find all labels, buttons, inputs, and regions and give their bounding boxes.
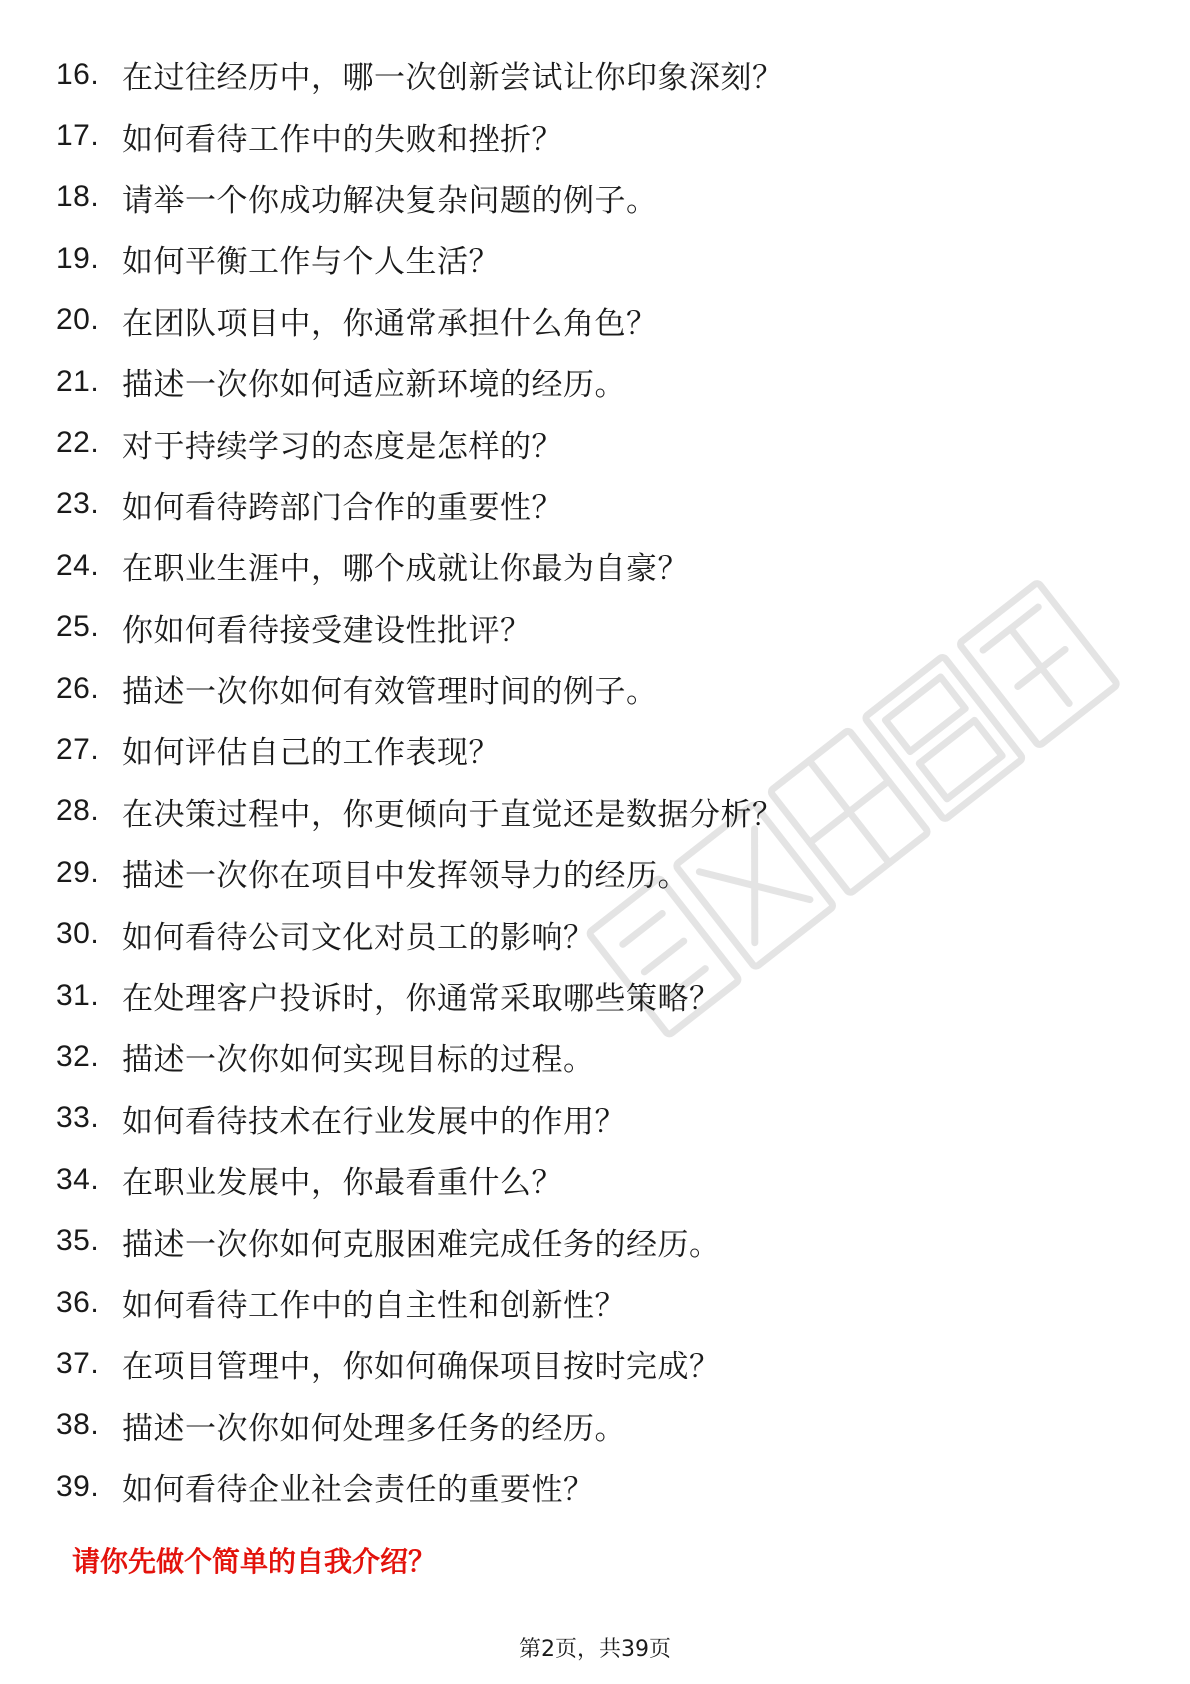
question-number: 23. bbox=[56, 487, 100, 521]
question-item bbox=[56, 1333, 784, 1394]
question-number: 30. bbox=[56, 917, 100, 951]
question-number: 22. bbox=[56, 426, 100, 460]
question-text: 描述一次你在项目中发挥领导力的经历。 bbox=[122, 858, 689, 895]
question-text: 你如何看待接受建设性批评？ bbox=[122, 612, 532, 649]
question-item bbox=[56, 351, 784, 412]
question-text: 在决策过程中，你更倾向于直觉还是数据分析？ bbox=[122, 796, 784, 833]
question-number: 25. bbox=[56, 610, 100, 644]
question-item bbox=[56, 412, 784, 473]
question-item bbox=[56, 1456, 784, 1517]
question-item bbox=[56, 1210, 784, 1271]
question-item bbox=[56, 474, 784, 535]
question-number: 21. bbox=[56, 364, 100, 398]
question-number: 26. bbox=[56, 671, 100, 705]
question-text: 在处理客户投诉时，你通常采取哪些策略？ bbox=[122, 981, 721, 1018]
question-number: 37. bbox=[56, 1346, 100, 1380]
question-number: 20. bbox=[56, 303, 100, 337]
question-item bbox=[56, 1149, 784, 1210]
question-text: 在职业发展中，你最看重什么？ bbox=[122, 1165, 563, 1202]
question-text: 在过往经历中，哪一次创新尝试让你印象深刻？ bbox=[122, 60, 784, 97]
question-number: 29. bbox=[56, 855, 100, 889]
question-text: 描述一次你如何处理多任务的经历。 bbox=[122, 1410, 626, 1447]
question-number: 38. bbox=[56, 1408, 100, 1442]
question-text: 在职业生涯中，哪个成就让你最为自豪？ bbox=[122, 551, 689, 588]
question-text: 描述一次你如何有效管理时间的例子。 bbox=[122, 674, 658, 711]
question-item bbox=[56, 1395, 784, 1456]
question-text: 在团队项目中，你通常承担什么角色？ bbox=[122, 305, 658, 342]
page-footer: 第2页，共39页 bbox=[519, 1637, 671, 1662]
self-introduction-prompt: 请你先做个简单的自我介绍？ bbox=[72, 1545, 437, 1578]
question-item bbox=[56, 1088, 784, 1149]
question-text: 如何评估自己的工作表现？ bbox=[122, 735, 500, 772]
question-item bbox=[56, 781, 784, 842]
question-text: 如何看待工作中的失败和挫折？ bbox=[122, 121, 563, 158]
question-text: 如何平衡工作与个人生活？ bbox=[122, 244, 500, 281]
question-item bbox=[56, 1026, 784, 1087]
question-list bbox=[56, 44, 784, 1517]
question-text: 如何看待公司文化对员工的影响？ bbox=[122, 919, 595, 956]
question-item bbox=[56, 1272, 784, 1333]
question-number: 31. bbox=[56, 978, 100, 1012]
question-text: 描述一次你如何实现目标的过程。 bbox=[122, 1042, 595, 1079]
question-item bbox=[56, 105, 784, 166]
question-item bbox=[56, 44, 784, 105]
question-text: 描述一次你如何克服困难完成任务的经历。 bbox=[122, 1226, 721, 1263]
question-item bbox=[56, 842, 784, 903]
question-text: 如何看待企业社会责任的重要性？ bbox=[122, 1472, 595, 1509]
question-item bbox=[56, 903, 784, 964]
question-number: 24. bbox=[56, 548, 100, 582]
question-text: 描述一次你如何适应新环境的经历。 bbox=[122, 367, 626, 404]
question-item bbox=[56, 965, 784, 1026]
question-number: 18. bbox=[56, 180, 100, 214]
question-number: 34. bbox=[56, 1162, 100, 1196]
question-text: 如何看待工作中的自主性和创新性？ bbox=[122, 1288, 626, 1324]
question-number: 16. bbox=[56, 57, 100, 91]
question-number: 35. bbox=[56, 1224, 100, 1258]
question-number: 28. bbox=[56, 794, 100, 828]
question-number: 39. bbox=[56, 1469, 100, 1503]
question-number: 27. bbox=[56, 732, 100, 766]
question-item bbox=[56, 597, 784, 658]
question-item bbox=[56, 535, 784, 596]
question-text: 在项目管理中，你如何确保项目按时完成？ bbox=[122, 1349, 721, 1386]
question-item bbox=[56, 290, 784, 351]
question-text: 如何看待技术在行业发展中的作用？ bbox=[122, 1103, 626, 1140]
question-item bbox=[56, 167, 784, 228]
question-number: 19. bbox=[56, 241, 100, 275]
question-item bbox=[56, 719, 784, 780]
question-text: 对于持续学习的态度是怎样的？ bbox=[122, 428, 563, 465]
question-number: 17. bbox=[56, 119, 100, 153]
question-item bbox=[56, 658, 784, 719]
question-number: 33. bbox=[56, 1101, 100, 1135]
question-text: 如何看待跨部门合作的重要性？ bbox=[122, 489, 563, 526]
question-text: 请举一个你成功解决复杂问题的例子。 bbox=[122, 182, 658, 219]
question-number: 36. bbox=[56, 1285, 100, 1319]
question-number: 32. bbox=[56, 1039, 100, 1073]
question-item bbox=[56, 228, 784, 289]
